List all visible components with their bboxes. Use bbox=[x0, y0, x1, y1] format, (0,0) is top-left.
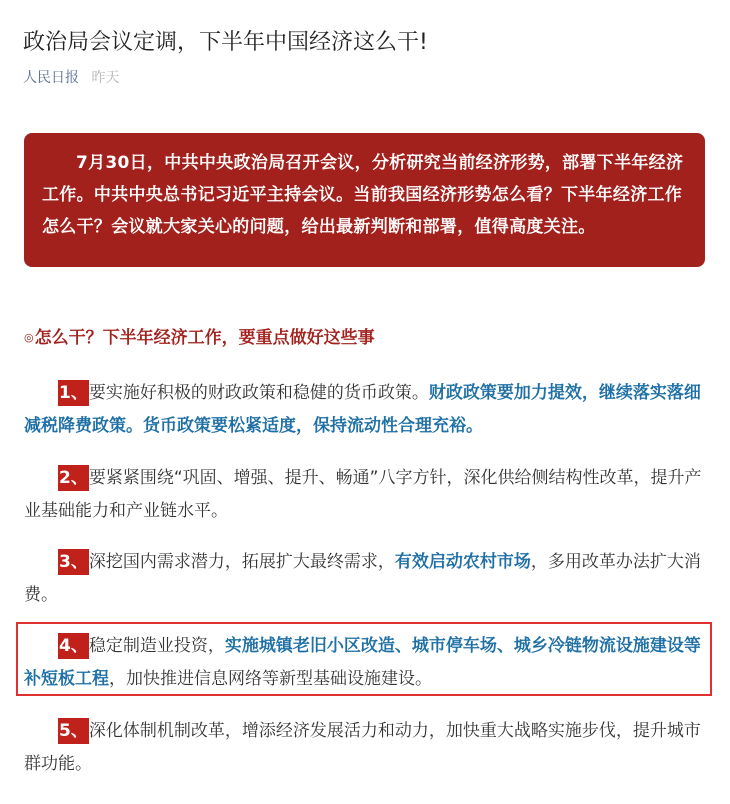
item-number: 4、 bbox=[58, 633, 89, 659]
item-number: 5、 bbox=[58, 718, 89, 744]
item-text: 稳定制造业投资， bbox=[88, 636, 225, 656]
highlight-frame bbox=[16, 622, 712, 696]
article-title: 政治局会议定调，下半年中国经济这么干! bbox=[23, 30, 428, 55]
list-item-5 bbox=[24, 715, 708, 781]
lead-box bbox=[24, 133, 705, 267]
item-highlight: 有效启动农村市场 bbox=[394, 552, 531, 572]
section-title-text: 怎么干？下半年经济工作，要重点做好这些事 bbox=[34, 328, 375, 348]
section-title bbox=[24, 326, 375, 350]
bullet-icon: ◎ bbox=[24, 331, 34, 344]
item-text: 深化体制机制改革，增添经济发展活力和动力，加快重大战略实施步伐，提升城市群功能。 bbox=[24, 721, 701, 774]
item-text-tail: ，多用改革办法扩大消费。 bbox=[24, 552, 701, 605]
publish-time: 昨天 bbox=[91, 70, 120, 86]
source-link[interactable]: 人民日报 bbox=[23, 70, 79, 86]
item-text: 要实施好积极的财政政策和稳健的货币政策。 bbox=[88, 383, 429, 403]
list-item-3 bbox=[24, 546, 708, 612]
item-number: 3、 bbox=[58, 549, 89, 575]
item-text: 要紧紧围绕“巩固、增强、提升、畅通”八字方针，深化供给侧结构性改革，提升产业基础能力和产业链水平。 bbox=[24, 468, 702, 521]
item-text: 深挖国内需求潜力，拓展扩大最终需求， bbox=[88, 552, 395, 572]
item-number: 2、 bbox=[58, 465, 89, 491]
lead-text: 7月30日，中共中央政治局召开会议，分析研究当前经济形势，部署下半年经济工作。中共中央总书记习近平主持会议。当前我国经济形势怎么看？下半年经济工作怎么干？会议就大家关心的问题，给出最新判断和部署，值得高度关注。 bbox=[42, 153, 684, 237]
item-number: 1、 bbox=[58, 380, 89, 406]
list-item-2 bbox=[24, 462, 708, 528]
list-item-1 bbox=[24, 377, 708, 443]
item-text-tail: ，加快推进信息网络等新型基础设施建设。 bbox=[109, 669, 432, 689]
article-meta bbox=[23, 68, 119, 88]
item-highlight: 财政政策要加力提效，继续落实落细减税降费政策。货币政策要松紧适度，保持流动性合理充裕。 bbox=[24, 383, 701, 436]
item-highlight: 实施城镇老旧小区改造、城市停车场、城乡冷链物流设施建设等补短板工程 bbox=[24, 636, 701, 689]
